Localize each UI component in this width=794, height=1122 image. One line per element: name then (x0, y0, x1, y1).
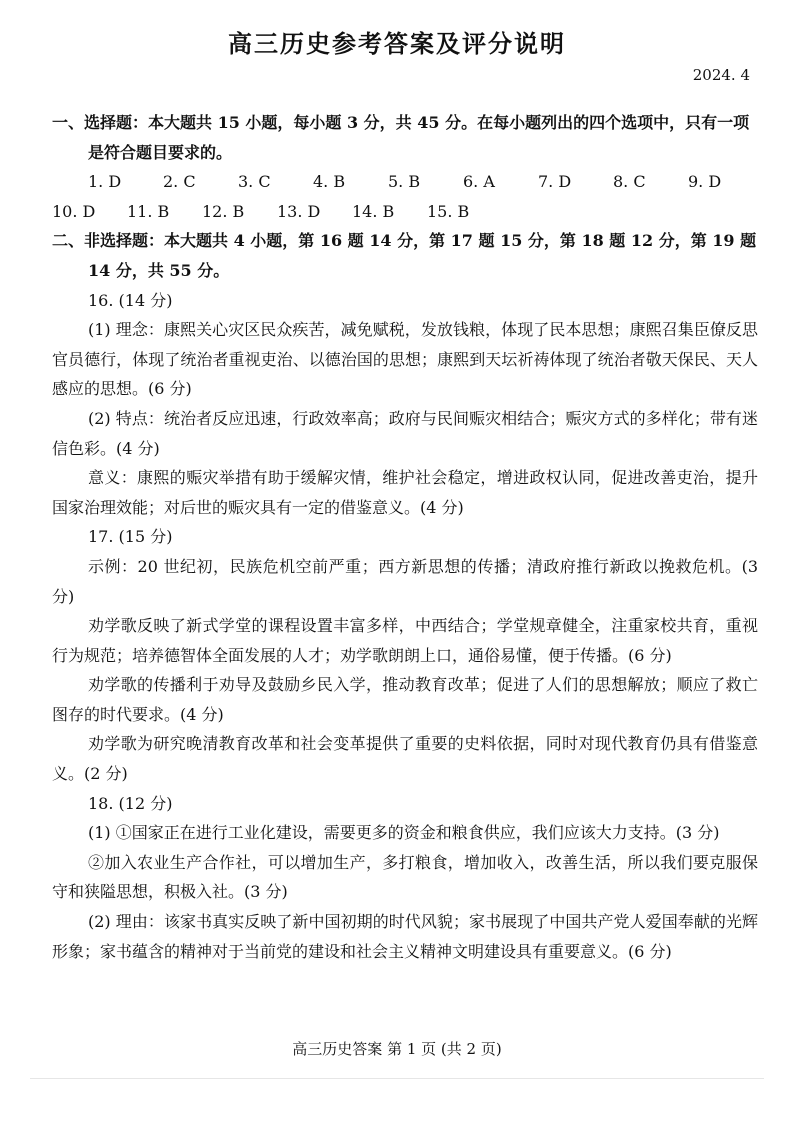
answer-content (52, 108, 758, 966)
answers-row-2 (52, 197, 758, 227)
question-18-label: 18. (12 分) (88, 793, 173, 813)
question-17-para2: 劝学歌反映了新式学堂的课程设置丰富多样，中西结合；学堂规章健全，注重家校共育，重视行为规范；培养德智体全面发展的人才；劝学歌朗朗上口，通俗易懂，便于传播。(6 分) (52, 616, 758, 665)
answer-item: 11. B (127, 201, 170, 221)
answer-item: 3. C (238, 172, 271, 192)
question-18-part1a: (1) ①国家正在进行工业化建设，需要更多的资金和粮食供应，我们应该大力支持。(3 分) (88, 823, 720, 843)
answer-item: 1. D (88, 172, 122, 192)
answer-item: 13. D (277, 201, 321, 221)
answer-item: 4. B (313, 172, 346, 192)
section2-heading: 二、非选择题：本大题共 4 小题，第 16 题 14 分，第 17 题 15 分，第 18 题 12 分，第 19 题 14 分，共 55 分。 (52, 231, 757, 280)
answer-item: 7. D (538, 172, 572, 192)
answer-item: 5. B (388, 172, 421, 192)
question-17-para3: 劝学歌的传播利于劝导及鼓励乡民入学，推动教育改革；促进了人们的思想解放；顺应了救亡图存的时代要求。(4 分) (52, 675, 758, 724)
answer-item: 9. D (688, 172, 722, 192)
question-16-part1: (1) 理念：康熙关心灾区民众疾苦，减免赋税，发放钱粮，体现了民本思想；康熙召集臣僚反思官员德行，体现了统治者重视吏治、以德治国的思想；康熙到天坛祈祷体现了统治者敬天保民、天人感应的思想。(6 分) (52, 320, 758, 399)
answer-item: 8. C (613, 172, 646, 192)
question-18-part1b: ②加入农业生产合作社，可以增加生产，多打粮食，增加收入，改善生活，所以我们要克服保守和狭隘思想，积极入社。(3 分) (52, 852, 758, 902)
question-16-part2: (2) 特点：统治者反应迅速，行政效率高；政府与民间赈灾相结合；赈灾方式的多样化；带有迷信色彩。(4 分) (52, 408, 758, 458)
answers-row-1 (52, 167, 758, 197)
answer-item: 15. B (427, 201, 470, 221)
question-18-part2: (2) 理由：该家书真实反映了新中国初期的时代风貌；家书展现了中国共产党人爱国奉献的光辉形象；家书蕴含的精神对于当前党的建设和社会主义精神文明建设具有重要意义。(6 分) (52, 912, 758, 961)
answer-item: 14. B (352, 201, 395, 221)
question-16-significance: 意义：康熙的赈灾举措有助于缓解灾情，维护社会稳定，增进政权认同，促进改善吏治，提升国家治理效能；对后世的赈灾具有一定的借鉴意义。(4 分) (52, 468, 758, 517)
exam-date: 2024. 4 (692, 66, 750, 84)
question-17-para4: 劝学歌为研究晚清教育改革和社会变革提供了重要的史料依据，同时对现代教育仍具有借鉴意义。(2 分) (52, 734, 758, 784)
section1-heading: 一、选择题：本大题共 15 小题，每小题 3 分，共 45 分。在每小题列出的四个选项中，只有一项是符合题目要求的。 (52, 113, 750, 162)
answer-item: 10. D (52, 201, 96, 221)
question-16-label: 16. (14 分) (88, 290, 173, 310)
answer-item: 12. B (202, 201, 245, 221)
answer-item: 6. A (463, 172, 495, 192)
page-footer: 高三历史答案 第 1 页 (共 2 页) (292, 1040, 502, 1058)
question-17-para1: 示例：20 世纪初，民族危机空前严重；西方新思想的传播；清政府推行新政以挽救危机。(3 分) (52, 556, 758, 606)
answer-item: 2. C (163, 172, 196, 192)
question-17-label: 17. (15 分) (88, 527, 173, 547)
page-title: 高三历史参考答案及评分说明 (228, 29, 566, 58)
bottom-divider (30, 1078, 764, 1079)
